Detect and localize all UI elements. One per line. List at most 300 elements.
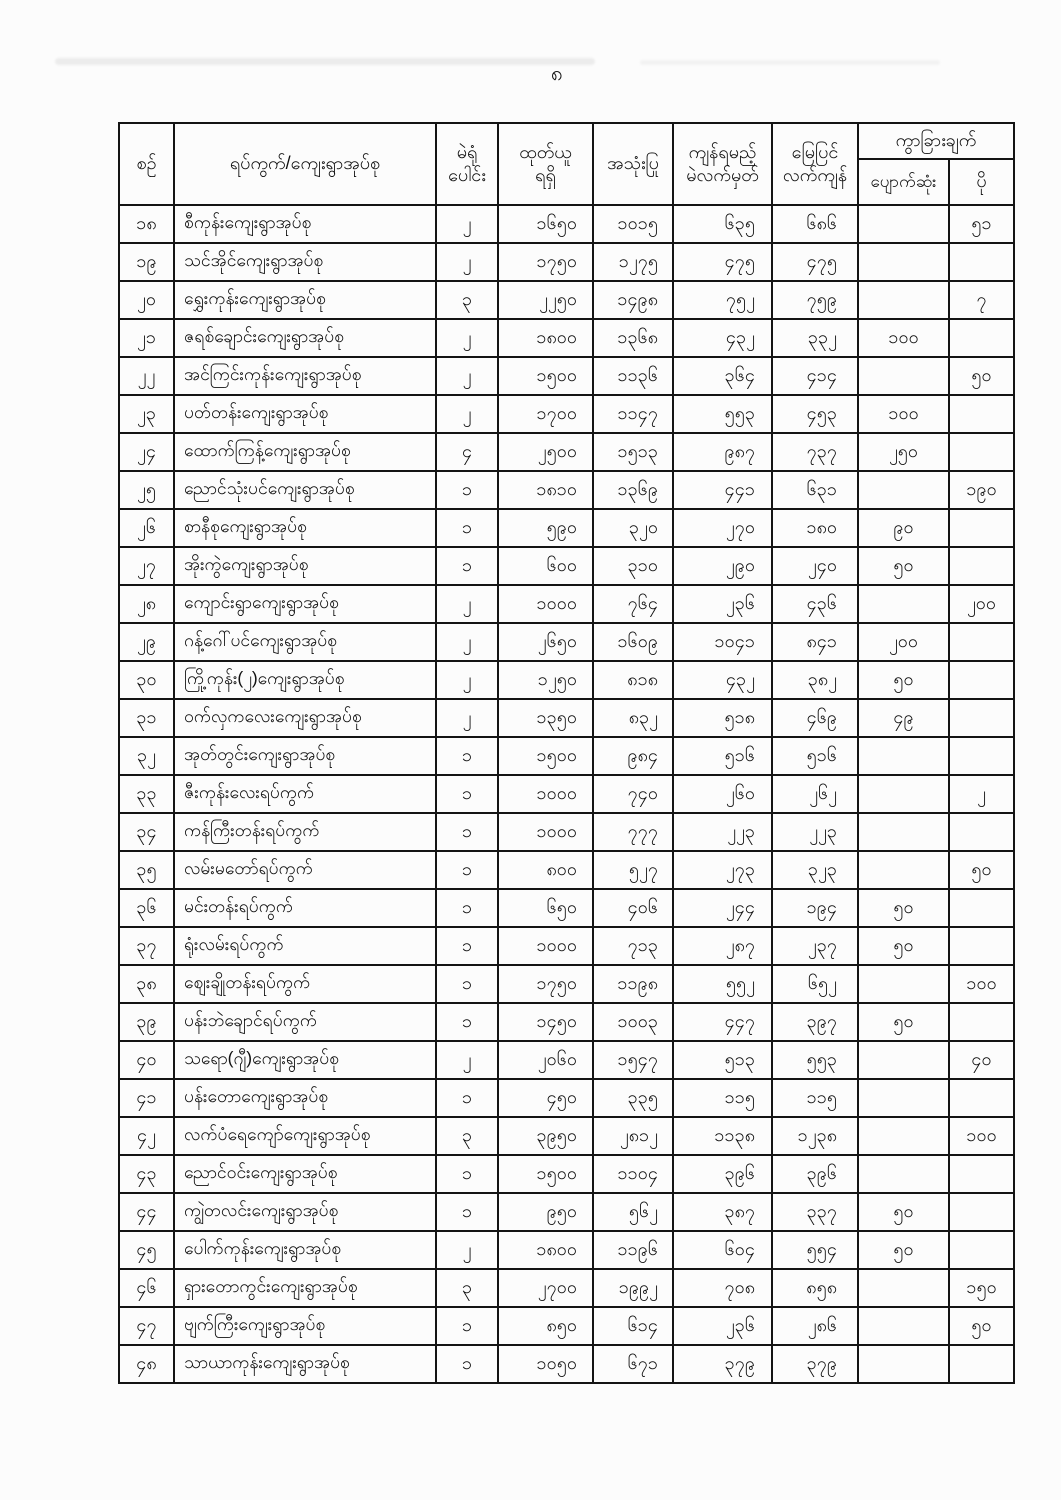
expected-remaining-cell: ၁၀၄၁ xyxy=(673,623,772,661)
ward-village-name-cell: ပတ်တန်းကျေးရွာအုပ်စု xyxy=(174,395,436,433)
expected-remaining-cell: ၄၄၁ xyxy=(673,471,772,509)
header-lost: ပျောက်ဆုံး xyxy=(858,159,949,205)
ground-remaining-cell: ၆၈၆ xyxy=(772,205,858,243)
table-row xyxy=(119,1307,1014,1345)
table-row xyxy=(119,1231,1014,1269)
used-cell: ၁၀၁၅ xyxy=(593,205,673,243)
row-number-cell: ၃၈ xyxy=(119,965,174,1003)
lost-cell: ၅၀ xyxy=(858,889,949,927)
ground-remaining-cell: ၂၄၀ xyxy=(772,547,858,585)
used-cell: ၆၇၁ xyxy=(593,1345,673,1383)
row-number-cell: ၄၇ xyxy=(119,1307,174,1345)
row-number-cell: ၂၃ xyxy=(119,395,174,433)
used-cell: ၈၁၈ xyxy=(593,661,673,699)
used-cell: ၁၁၄၇ xyxy=(593,395,673,433)
issued-received-cell: ၈၅၀ xyxy=(498,1307,593,1345)
ground-remaining-cell: ၂၃၇ xyxy=(772,927,858,965)
issued-received-cell: ၁၀၀၀ xyxy=(498,927,593,965)
row-number-cell: ၄၈ xyxy=(119,1345,174,1383)
polling-stations-cell: ၁ xyxy=(436,737,498,775)
expected-remaining-cell: ၅၁၆ xyxy=(673,737,772,775)
extra-cell xyxy=(949,509,1014,547)
used-cell: ၁၀၀၃ xyxy=(593,1003,673,1041)
used-cell: ၆၁၄ xyxy=(593,1307,673,1345)
lost-cell: ၉၀ xyxy=(858,509,949,547)
expected-remaining-cell: ၁၁၃၈ xyxy=(673,1117,772,1155)
ground-remaining-cell: ၈၅၈ xyxy=(772,1269,858,1307)
ground-remaining-cell: ၆၃၁ xyxy=(772,471,858,509)
expected-remaining-cell: ၂၄၄ xyxy=(673,889,772,927)
row-number-cell: ၃၉ xyxy=(119,1003,174,1041)
table-row xyxy=(119,509,1014,547)
lost-cell xyxy=(858,471,949,509)
extra-cell xyxy=(949,623,1014,661)
issued-received-cell: ၁၇၀၀ xyxy=(498,395,593,433)
issued-received-cell: ၁၀၀၀ xyxy=(498,813,593,851)
extra-cell: ၅၀ xyxy=(949,357,1014,395)
used-cell: ၂၈၁၂ xyxy=(593,1117,673,1155)
header-ground-remaining-line2: လက်ကျန် xyxy=(782,165,848,185)
issued-received-cell: ၁၅၀၀ xyxy=(498,1155,593,1193)
extra-cell: ၁၀၀ xyxy=(949,965,1014,1003)
used-cell: ၅၆၂ xyxy=(593,1193,673,1231)
lost-cell xyxy=(858,1155,949,1193)
extra-cell: ၁၀၀ xyxy=(949,1117,1014,1155)
expected-remaining-cell: ၃၈၇ xyxy=(673,1193,772,1231)
scan-artifact-streak xyxy=(55,58,595,65)
table-row xyxy=(119,965,1014,1003)
issued-received-cell: ၁၅၀၀ xyxy=(498,357,593,395)
expected-remaining-cell: ၄၄၇ xyxy=(673,1003,772,1041)
polling-stations-cell: ၂ xyxy=(436,623,498,661)
ward-village-name-cell: ကျောင်းရွာကျေးရွာအုပ်စု xyxy=(174,585,436,623)
issued-received-cell: ၆၅၀ xyxy=(498,889,593,927)
row-number-cell: ၂၅ xyxy=(119,471,174,509)
issued-received-cell: ၃၉၅၀ xyxy=(498,1117,593,1155)
lost-cell xyxy=(858,1307,949,1345)
row-number-cell: ၁၉ xyxy=(119,243,174,281)
ward-village-name-cell: သာယာကုန်းကျေးရွာအုပ်စု xyxy=(174,1345,436,1383)
row-number-cell: ၄၁ xyxy=(119,1079,174,1117)
ground-remaining-cell: ၁၈၀ xyxy=(772,509,858,547)
polling-stations-cell: ၁ xyxy=(436,889,498,927)
table-row xyxy=(119,623,1014,661)
table-row xyxy=(119,395,1014,433)
table-row xyxy=(119,433,1014,471)
table-row xyxy=(119,1041,1014,1079)
issued-received-cell: ၁၄၅၀ xyxy=(498,1003,593,1041)
used-cell: ၃၃၅ xyxy=(593,1079,673,1117)
issued-received-cell: ၁၀၀၀ xyxy=(498,585,593,623)
extra-cell: ၅၁ xyxy=(949,205,1014,243)
expected-remaining-cell: ၂၉၀ xyxy=(673,547,772,585)
ward-village-name-cell: ကန်ကြီးတန်းရပ်ကွက် xyxy=(174,813,436,851)
table-row xyxy=(119,737,1014,775)
extra-cell xyxy=(949,699,1014,737)
row-number-cell: ၂၀ xyxy=(119,281,174,319)
expected-remaining-cell: ၃၉၆ xyxy=(673,1155,772,1193)
used-cell: ၁၁၉၈ xyxy=(593,965,673,1003)
lost-cell xyxy=(858,851,949,889)
issued-received-cell: ၂၇၀၀ xyxy=(498,1269,593,1307)
issued-received-cell: ၁၈၀၀ xyxy=(498,1231,593,1269)
lost-cell: ၂၅၀ xyxy=(858,433,949,471)
ward-village-name-cell: မင်းတန်းရပ်ကွက် xyxy=(174,889,436,927)
lost-cell xyxy=(858,205,949,243)
table-row xyxy=(119,699,1014,737)
polling-stations-cell: ၂ xyxy=(436,319,498,357)
polling-stations-cell: ၂ xyxy=(436,661,498,699)
polling-stations-cell: ၃ xyxy=(436,1117,498,1155)
ward-village-name-cell: ပန်းဘဲချောင်ရပ်ကွက် xyxy=(174,1003,436,1041)
lost-cell xyxy=(858,737,949,775)
header-ward-village: ရပ်ကွက်/ကျေးရွာအုပ်စု xyxy=(174,123,436,205)
ground-remaining-cell: ၃၃၂ xyxy=(772,319,858,357)
page-number: ၈ xyxy=(551,62,563,85)
row-number-cell: ၃၂ xyxy=(119,737,174,775)
lost-cell: ၄၉ xyxy=(858,699,949,737)
polling-stations-cell: ၁ xyxy=(436,927,498,965)
row-number-cell: ၂၁ xyxy=(119,319,174,357)
row-number-cell: ၂၈ xyxy=(119,585,174,623)
polling-stations-cell: ၁ xyxy=(436,1003,498,1041)
ground-remaining-cell: ၆၅၂ xyxy=(772,965,858,1003)
issued-received-cell: ၉၅၀ xyxy=(498,1193,593,1231)
polling-stations-cell: ၁ xyxy=(436,1307,498,1345)
table-row xyxy=(119,1269,1014,1307)
expected-remaining-cell: ၇၀၈ xyxy=(673,1269,772,1307)
extra-cell xyxy=(949,1345,1014,1383)
issued-received-cell: ၅၉၀ xyxy=(498,509,593,547)
issued-received-cell: ၂၀၆၀ xyxy=(498,1041,593,1079)
ground-remaining-cell: ၂၂၃ xyxy=(772,813,858,851)
ground-remaining-cell: ၃၉၇ xyxy=(772,1003,858,1041)
extra-cell xyxy=(949,889,1014,927)
header-expected-remaining-line1: ကျန်ရမည့် xyxy=(688,141,757,162)
ground-remaining-cell: ၂၈၆ xyxy=(772,1307,858,1345)
ward-village-name-cell: ဂန့်ဂေါ်ပင်ကျေးရွာအုပ်စု xyxy=(174,623,436,661)
extra-cell xyxy=(949,661,1014,699)
ground-remaining-cell: ၃၇၉ xyxy=(772,1345,858,1383)
ballot-summary-table xyxy=(118,122,1015,1384)
used-cell: ၁၃၆၈ xyxy=(593,319,673,357)
row-number-cell: ၃၆ xyxy=(119,889,174,927)
extra-cell xyxy=(949,1193,1014,1231)
ward-village-name-cell: အိုးကွဲကျေးရွာအုပ်စု xyxy=(174,547,436,585)
table-row xyxy=(119,1003,1014,1041)
polling-stations-cell: ၁ xyxy=(436,547,498,585)
expected-remaining-cell: ၃၆၄ xyxy=(673,357,772,395)
expected-remaining-cell: ၁၁၅ xyxy=(673,1079,772,1117)
ground-remaining-cell: ၄၁၄ xyxy=(772,357,858,395)
expected-remaining-cell: ၇၅၂ xyxy=(673,281,772,319)
polling-stations-cell: ၁ xyxy=(436,813,498,851)
lost-cell xyxy=(858,1079,949,1117)
expected-remaining-cell: ၂၆၀ xyxy=(673,775,772,813)
used-cell: ၅၂၇ xyxy=(593,851,673,889)
issued-received-cell: ၂၂၅၀ xyxy=(498,281,593,319)
polling-stations-cell: ၂ xyxy=(436,699,498,737)
expected-remaining-cell: ၂၃၆ xyxy=(673,1307,772,1345)
table-row xyxy=(119,775,1014,813)
expected-remaining-cell: ၆၃၅ xyxy=(673,205,772,243)
lost-cell xyxy=(858,281,949,319)
table-row xyxy=(119,813,1014,851)
row-number-cell: ၂၉ xyxy=(119,623,174,661)
used-cell: ၇၁၃ xyxy=(593,927,673,965)
header-difference-group: ကွာခြားချက် xyxy=(858,123,1014,159)
ground-remaining-cell: ၄၆၉ xyxy=(772,699,858,737)
ground-remaining-cell: ၅၁၆ xyxy=(772,737,858,775)
header-polling-stations xyxy=(436,123,498,205)
extra-cell: ၅၀ xyxy=(949,851,1014,889)
header-ground-remaining xyxy=(772,123,858,205)
issued-received-cell: ၁၆၅၀ xyxy=(498,205,593,243)
used-cell: ၁၆၀၉ xyxy=(593,623,673,661)
issued-received-cell: ၁၂၅၀ xyxy=(498,661,593,699)
header-polling-stations-line2: ပေါင်း xyxy=(448,165,486,185)
ward-village-name-cell: စာနီစုကျေးရွာအုပ်စု xyxy=(174,509,436,547)
ward-village-name-cell: ကျွဲတလင်းကျေးရွာအုပ်စု xyxy=(174,1193,436,1231)
polling-stations-cell: ၁ xyxy=(436,851,498,889)
lost-cell xyxy=(858,1117,949,1155)
ward-village-name-cell: ရွှေးကုန်းကျေးရွာအုပ်စု xyxy=(174,281,436,319)
polling-stations-cell: ၁ xyxy=(436,471,498,509)
table-row xyxy=(119,1117,1014,1155)
issued-received-cell: ၁၈၁၀ xyxy=(498,471,593,509)
used-cell: ၃၂၀ xyxy=(593,509,673,547)
ward-village-name-cell: ရုံးလမ်းရပ်ကွက် xyxy=(174,927,436,965)
row-number-cell: ၂၆ xyxy=(119,509,174,547)
ground-remaining-cell: ၂၆၂ xyxy=(772,775,858,813)
extra-cell xyxy=(949,813,1014,851)
table-row xyxy=(119,357,1014,395)
lost-cell: ၅၀ xyxy=(858,1193,949,1231)
extra-cell xyxy=(949,1231,1014,1269)
row-number-cell: ၃၄ xyxy=(119,813,174,851)
ward-village-name-cell: ဇီးကုန်းလေးရပ်ကွက် xyxy=(174,775,436,813)
expected-remaining-cell: ၃၇၉ xyxy=(673,1345,772,1383)
polling-stations-cell: ၂ xyxy=(436,395,498,433)
table-row xyxy=(119,471,1014,509)
header-expected-remaining-line2: မဲလက်မှတ် xyxy=(686,165,759,185)
ground-remaining-cell: ၇၅၉ xyxy=(772,281,858,319)
polling-stations-cell: ၁ xyxy=(436,1345,498,1383)
header-issued-received-line1: ထုတ်ယူ xyxy=(519,141,572,162)
issued-received-cell: ၆၀၀ xyxy=(498,547,593,585)
polling-stations-cell: ၁ xyxy=(436,1155,498,1193)
ward-village-name-cell: သင်အိုင်ကျေးရွာအုပ်စု xyxy=(174,243,436,281)
expected-remaining-cell: ၅၅၃ xyxy=(673,395,772,433)
ward-village-name-cell: လမ်းမတော်ရပ်ကွက် xyxy=(174,851,436,889)
ground-remaining-cell: ၃၉၆ xyxy=(772,1155,858,1193)
row-number-cell: ၄၄ xyxy=(119,1193,174,1231)
lost-cell xyxy=(858,965,949,1003)
issued-received-cell: ၁၃၅၀ xyxy=(498,699,593,737)
ward-village-name-cell: လက်ပံရေကျော်ကျေးရွာအုပ်စု xyxy=(174,1117,436,1155)
header-expected-remaining xyxy=(673,123,772,205)
extra-cell xyxy=(949,319,1014,357)
header-extra: ပို xyxy=(949,159,1014,205)
lost-cell: ၅၀ xyxy=(858,927,949,965)
ward-village-name-cell: ညောင်ဝင်းကျေးရွာအုပ်စု xyxy=(174,1155,436,1193)
lost-cell xyxy=(858,813,949,851)
lost-cell xyxy=(858,585,949,623)
issued-received-cell: ၁၈၀၀ xyxy=(498,319,593,357)
ward-village-name-cell: ဇရစ်ချောင်းကျေးရွာအုပ်စု xyxy=(174,319,436,357)
used-cell: ၄၀၆ xyxy=(593,889,673,927)
lost-cell: ၅၀ xyxy=(858,1003,949,1041)
table-row xyxy=(119,1345,1014,1383)
ground-remaining-cell: ၄၇၅ xyxy=(772,243,858,281)
row-number-cell: ၃၀ xyxy=(119,661,174,699)
ward-village-name-cell: ဈေးချိုတန်းရပ်ကွက် xyxy=(174,965,436,1003)
header-no: စဉ် xyxy=(119,123,174,205)
ground-remaining-cell: ၈၄၁ xyxy=(772,623,858,661)
used-cell: ၇၆၄ xyxy=(593,585,673,623)
ground-remaining-cell: ၅၅၄ xyxy=(772,1231,858,1269)
extra-cell xyxy=(949,927,1014,965)
lost-cell xyxy=(858,775,949,813)
table-row xyxy=(119,1193,1014,1231)
extra-cell: ၂ xyxy=(949,775,1014,813)
row-number-cell: ၂၄ xyxy=(119,433,174,471)
extra-cell: ၇ xyxy=(949,281,1014,319)
issued-received-cell: ၈၀၀ xyxy=(498,851,593,889)
polling-stations-cell: ၁ xyxy=(436,1079,498,1117)
ward-village-name-cell: စီကုန်းကျေးရွာအုပ်စု xyxy=(174,205,436,243)
table-header xyxy=(119,123,1014,205)
expected-remaining-cell: ၄၃၂ xyxy=(673,661,772,699)
used-cell: ၈၃၂ xyxy=(593,699,673,737)
polling-stations-cell: ၂ xyxy=(436,585,498,623)
ground-remaining-cell: ၃၈၂ xyxy=(772,661,858,699)
ward-village-name-cell: အုတ်တွင်းကျေးရွာအုပ်စု xyxy=(174,737,436,775)
expected-remaining-cell: ၆၀၄ xyxy=(673,1231,772,1269)
expected-remaining-cell: ၂၃၆ xyxy=(673,585,772,623)
ward-village-name-cell: ပန်းတောကျေးရွာအုပ်စု xyxy=(174,1079,436,1117)
table-row xyxy=(119,889,1014,927)
ward-village-name-cell: ကြို့ကုန်း(၂)ကျေးရွာအုပ်စု xyxy=(174,661,436,699)
table-row xyxy=(119,927,1014,965)
used-cell: ၇၇၇ xyxy=(593,813,673,851)
extra-cell xyxy=(949,433,1014,471)
ground-remaining-cell: ၅၅၃ xyxy=(772,1041,858,1079)
lost-cell xyxy=(858,1269,949,1307)
ward-village-name-cell: ထောက်ကြန့်ကျေးရွာအုပ်စု xyxy=(174,433,436,471)
row-number-cell: ၃၅ xyxy=(119,851,174,889)
issued-received-cell: ၁၀၀၀ xyxy=(498,775,593,813)
used-cell: ၁၉၉၂ xyxy=(593,1269,673,1307)
row-number-cell: ၃၃ xyxy=(119,775,174,813)
ward-village-name-cell: ပေါက်ကုန်းကျေးရွာအုပ်စု xyxy=(174,1231,436,1269)
issued-received-cell: ၁၀၅၀ xyxy=(498,1345,593,1383)
lost-cell: ၅၀ xyxy=(858,661,949,699)
ground-remaining-cell: ၄၃၆ xyxy=(772,585,858,623)
polling-stations-cell: ၂ xyxy=(436,357,498,395)
polling-stations-cell: ၂ xyxy=(436,1041,498,1079)
used-cell: ၁၅၁၃ xyxy=(593,433,673,471)
table-row xyxy=(119,319,1014,357)
table-row xyxy=(119,661,1014,699)
issued-received-cell: ၄၅၀ xyxy=(498,1079,593,1117)
ward-village-name-cell: ရှားတောကွင်းကျေးရွာအုပ်စု xyxy=(174,1269,436,1307)
extra-cell xyxy=(949,243,1014,281)
extra-cell xyxy=(949,1155,1014,1193)
extra-cell: ၁၅၀ xyxy=(949,1269,1014,1307)
used-cell: ၁၂၇၅ xyxy=(593,243,673,281)
used-cell: ၁၃၆၉ xyxy=(593,471,673,509)
lost-cell: ၂၀၀ xyxy=(858,623,949,661)
expected-remaining-cell: ၂၈၇ xyxy=(673,927,772,965)
expected-remaining-cell: ၅၁၈ xyxy=(673,699,772,737)
ground-remaining-cell: ၇၃၇ xyxy=(772,433,858,471)
polling-stations-cell: ၃ xyxy=(436,281,498,319)
ground-remaining-cell: ၃၃၇ xyxy=(772,1193,858,1231)
table-row xyxy=(119,1155,1014,1193)
lost-cell xyxy=(858,243,949,281)
issued-received-cell: ၁၅၀၀ xyxy=(498,737,593,775)
used-cell: ၁၅၄၇ xyxy=(593,1041,673,1079)
table-body xyxy=(119,205,1014,1383)
polling-stations-cell: ၂ xyxy=(436,243,498,281)
table-row xyxy=(119,585,1014,623)
polling-stations-cell: ၁ xyxy=(436,509,498,547)
polling-stations-cell: ၁ xyxy=(436,775,498,813)
ward-village-name-cell: ဝက်လှကလေးကျေးရွာအုပ်စု xyxy=(174,699,436,737)
table-row xyxy=(119,547,1014,585)
used-cell: ၁၁၀၄ xyxy=(593,1155,673,1193)
ground-remaining-cell: ၄၅၃ xyxy=(772,395,858,433)
lost-cell xyxy=(858,357,949,395)
lost-cell: ၁၀၀ xyxy=(858,319,949,357)
expected-remaining-cell: ၅၁၃ xyxy=(673,1041,772,1079)
used-cell: ၁၁၃၆ xyxy=(593,357,673,395)
polling-stations-cell: ၂ xyxy=(436,1231,498,1269)
ward-village-name-cell: သရော(ဂျီ)ကျေးရွာအုပ်စု xyxy=(174,1041,436,1079)
extra-cell: ၂၀၀ xyxy=(949,585,1014,623)
lost-cell: ၁၀၀ xyxy=(858,395,949,433)
header-issued-received-line2: ရရှိ xyxy=(535,165,556,185)
ward-village-name-cell: ဗျက်ကြီးကျေးရွာအုပ်စု xyxy=(174,1307,436,1345)
ground-remaining-cell: ၁၁၅ xyxy=(772,1079,858,1117)
used-cell: ၁၁၉၆ xyxy=(593,1231,673,1269)
used-cell: ၃၁၀ xyxy=(593,547,673,585)
expected-remaining-cell: ၂၇၀ xyxy=(673,509,772,547)
polling-stations-cell: ၁ xyxy=(436,1193,498,1231)
extra-cell xyxy=(949,1079,1014,1117)
ground-remaining-cell: ၁၂၃၈ xyxy=(772,1117,858,1155)
expected-remaining-cell: ၅၅၂ xyxy=(673,965,772,1003)
ground-remaining-cell: ၃၂၃ xyxy=(772,851,858,889)
lost-cell: ၅၀ xyxy=(858,1231,949,1269)
lost-cell xyxy=(858,1345,949,1383)
expected-remaining-cell: ၄၇၅ xyxy=(673,243,772,281)
table-row xyxy=(119,205,1014,243)
extra-cell xyxy=(949,737,1014,775)
header-issued-received xyxy=(498,123,593,205)
row-number-cell: ၄၅ xyxy=(119,1231,174,1269)
row-number-cell: ၄၀ xyxy=(119,1041,174,1079)
polling-stations-cell: ၄ xyxy=(436,433,498,471)
row-number-cell: ၂၇ xyxy=(119,547,174,585)
extra-cell xyxy=(949,547,1014,585)
polling-stations-cell: ၂ xyxy=(436,205,498,243)
extra-cell: ၁၉၀ xyxy=(949,471,1014,509)
issued-received-cell: ၁၇၅၀ xyxy=(498,965,593,1003)
header-used: အသုံးပြု xyxy=(593,123,673,205)
issued-received-cell: ၂၆၅၀ xyxy=(498,623,593,661)
